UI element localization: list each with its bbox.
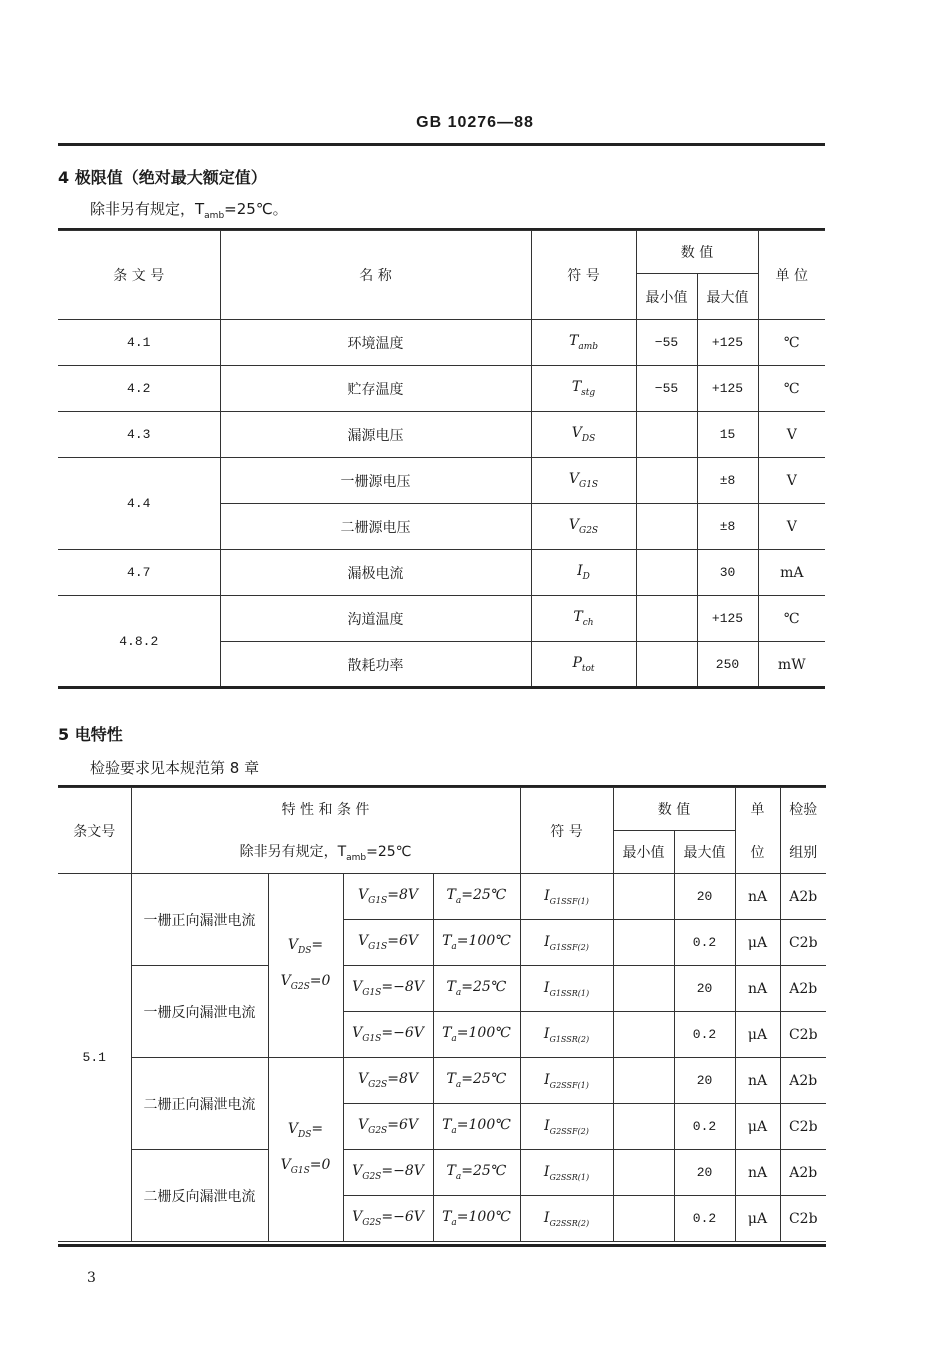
unit-cell: ℃ [758, 366, 825, 412]
symbol-cell: $V_{G1S}$ [531, 458, 636, 504]
temperature-cell: $T_a=100℃$ [433, 920, 520, 966]
header-group-bottom: 组别 [780, 831, 826, 874]
symbol-cell: $I_D$ [531, 550, 636, 596]
group-cell: C2b [780, 1104, 826, 1150]
table-row [58, 874, 826, 920]
table-row [58, 1150, 826, 1196]
voltage-cell: $V_{G2S}=6V$ [343, 1104, 433, 1150]
unit-cell: μA [735, 1196, 780, 1242]
clause-cell: 4.7 [58, 550, 220, 596]
max-cell: 0.2 [674, 1196, 735, 1242]
max-cell: 20 [674, 966, 735, 1012]
min-cell [613, 1012, 674, 1058]
header-characteristics: 特 性 和 条 件 [131, 788, 520, 831]
unit-cell: ℃ [758, 596, 825, 642]
characteristic-name: 一栅反向漏泄电流 [131, 966, 268, 1058]
name-cell: 一栅源电压 [220, 458, 531, 504]
max-cell: 250 [697, 642, 758, 688]
header-min: 最小值 [613, 831, 674, 874]
section-4-note [90, 198, 288, 221]
header-unit-bottom: 位 [735, 831, 780, 874]
min-cell [636, 596, 697, 642]
electrical-characteristics-table [58, 787, 826, 1242]
symbol-cell: $T_{amb}$ [531, 320, 636, 366]
clause-cell: 5.1 [58, 874, 131, 1242]
header-rule [58, 143, 825, 146]
symbol-cell: $V_{G2S}$ [531, 504, 636, 550]
section-4-title: 4 极限值（绝对最大额定值） [58, 168, 267, 187]
min-cell: −55 [636, 320, 697, 366]
name-cell: 贮存温度 [220, 366, 531, 412]
table-row [58, 596, 825, 642]
voltage-cell: $V_{G1S}=-8V$ [343, 966, 433, 1012]
min-cell [613, 874, 674, 920]
unit-cell: nA [735, 1058, 780, 1104]
header-min: 最小值 [636, 274, 697, 320]
name-cell: 漏极电流 [220, 550, 531, 596]
min-cell [613, 966, 674, 1012]
max-cell: +125 [697, 366, 758, 412]
header-values: 数 值 [636, 231, 758, 274]
max-cell: +125 [697, 320, 758, 366]
table-row [58, 966, 826, 1012]
max-cell: 20 [674, 1058, 735, 1104]
max-cell: 20 [674, 874, 735, 920]
voltage-cell: $V_{G1S}=-6V$ [343, 1012, 433, 1058]
table-row [58, 458, 825, 504]
symbol-cell: $I_{G1SSR(1)}$ [520, 966, 613, 1012]
max-cell: 15 [697, 412, 758, 458]
max-cell: 0.2 [674, 1104, 735, 1150]
header-symbol: 符 号 [531, 231, 636, 320]
group-cell: A2b [780, 874, 826, 920]
limits-table [58, 230, 825, 688]
section-4-note-text: 除非另有规定，T [90, 200, 205, 218]
min-cell [636, 412, 697, 458]
table-row [58, 412, 825, 458]
characteristic-name: 一栅正向漏泄电流 [131, 874, 268, 966]
header-clause: 条 文 号 [58, 231, 220, 320]
unit-cell: V [758, 504, 825, 550]
unit-cell: μA [735, 920, 780, 966]
min-cell [613, 920, 674, 966]
temperature-cell: $T_a=100℃$ [433, 1196, 520, 1242]
header-unit: 单 位 [758, 231, 825, 320]
group-cell: C2b [780, 1196, 826, 1242]
min-cell [613, 1058, 674, 1104]
clause-cell: 4.4 [58, 458, 220, 550]
table-row [58, 320, 825, 366]
symbol-cell: $I_{G2SSR(2)}$ [520, 1196, 613, 1242]
unit-cell: mA [758, 550, 825, 596]
symbol-cell: $T_{ch}$ [531, 596, 636, 642]
temperature-cell: $T_a=25℃$ [433, 1058, 520, 1104]
min-cell [613, 1196, 674, 1242]
voltage-cell: $V_{G2S}=-8V$ [343, 1150, 433, 1196]
header-clause: 条文号 [58, 788, 131, 874]
table-row [58, 366, 825, 412]
temperature-cell: $T_a=25℃$ [433, 874, 520, 920]
table-4-bottom-rule [58, 686, 825, 689]
name-cell: 二栅源电压 [220, 504, 531, 550]
temperature-cell: $T_a=25℃$ [433, 1150, 520, 1196]
group-cell: C2b [780, 920, 826, 966]
max-cell: 0.2 [674, 1012, 735, 1058]
symbol-cell: $I_{G2SSR(1)}$ [520, 1150, 613, 1196]
voltage-cell: $V_{G2S}=8V$ [343, 1058, 433, 1104]
document-code: GB 10276—88 [416, 114, 534, 131]
characteristic-name: 二栅正向漏泄电流 [131, 1058, 268, 1150]
max-cell: ±8 [697, 458, 758, 504]
temperature-cell: $T_a=100℃$ [433, 1104, 520, 1150]
symbol-cell: $I_{G2SSF(2)}$ [520, 1104, 613, 1150]
table-row [58, 1058, 826, 1104]
temperature-cell: $T_a=25℃$ [433, 966, 520, 1012]
header-name: 名 称 [220, 231, 531, 320]
clause-cell: 4.1 [58, 320, 220, 366]
clause-cell: 4.3 [58, 412, 220, 458]
header-unit-top: 单 [735, 788, 780, 831]
symbol-cell: $P_{tot}$ [531, 642, 636, 688]
max-cell: 30 [697, 550, 758, 596]
unit-cell: μA [735, 1012, 780, 1058]
min-cell: −55 [636, 366, 697, 412]
name-cell: 漏源电压 [220, 412, 531, 458]
symbol-cell: $I_{G1SSR(2)}$ [520, 1012, 613, 1058]
max-cell: 0.2 [674, 920, 735, 966]
symbol-cell: $I_{G1SSF(1)}$ [520, 874, 613, 920]
min-cell [636, 642, 697, 688]
name-cell: 沟道温度 [220, 596, 531, 642]
min-cell [636, 504, 697, 550]
unit-cell: mW [758, 642, 825, 688]
unit-cell: V [758, 412, 825, 458]
symbol-cell: $I_{G1SSF(2)}$ [520, 920, 613, 966]
min-cell [613, 1104, 674, 1150]
clause-cell: 4.2 [58, 366, 220, 412]
group-cell: A2b [780, 1058, 826, 1104]
min-cell [636, 458, 697, 504]
header-symbol: 符 号 [520, 788, 613, 874]
section-5-note: 检验要求见本规范第 8 章 [90, 759, 260, 777]
header-values: 数 值 [613, 788, 735, 831]
group-cell: A2b [780, 966, 826, 1012]
section-4-note-tail: =25℃。 [224, 200, 288, 218]
condition-cell: $V_{DS}=$ $V_{G2S}=0$ [268, 874, 343, 1058]
unit-cell: ℃ [758, 320, 825, 366]
clause-cell: 4.8.2 [58, 596, 220, 688]
voltage-cell: $V_{G2S}=-6V$ [343, 1196, 433, 1242]
symbol-cell: $V_{DS}$ [531, 412, 636, 458]
max-cell: ±8 [697, 504, 758, 550]
table-5-bottom-rule [58, 1244, 826, 1247]
table-row [58, 550, 825, 596]
unit-cell: nA [735, 1150, 780, 1196]
min-cell [613, 1150, 674, 1196]
header-max: 最大值 [697, 274, 758, 320]
max-cell: +125 [697, 596, 758, 642]
group-cell: C2b [780, 1012, 826, 1058]
header-max: 最大值 [674, 831, 735, 874]
unit-cell: V [758, 458, 825, 504]
section-4-note-sub: amb [204, 211, 225, 221]
unit-cell: μA [735, 1104, 780, 1150]
max-cell: 20 [674, 1150, 735, 1196]
header-conditions-note: 除非另有规定，$T_{amb}=25℃$ [131, 831, 520, 874]
characteristic-name: 二栅反向漏泄电流 [131, 1150, 268, 1242]
condition-cell: $V_{DS}=$ $V_{G1S}=0$ [268, 1058, 343, 1242]
unit-cell: nA [735, 966, 780, 1012]
header-group-top: 检验 [780, 788, 826, 831]
symbol-cell: $T_{stg}$ [531, 366, 636, 412]
group-cell: A2b [780, 1150, 826, 1196]
unit-cell: nA [735, 874, 780, 920]
voltage-cell: $V_{G1S}=6V$ [343, 920, 433, 966]
name-cell: 散耗功率 [220, 642, 531, 688]
symbol-cell: $I_{G2SSF(1)}$ [520, 1058, 613, 1104]
temperature-cell: $T_a=100℃$ [433, 1012, 520, 1058]
voltage-cell: $V_{G1S}=8V$ [343, 874, 433, 920]
name-cell: 环境温度 [220, 320, 531, 366]
page-number: 3 [87, 1270, 96, 1286]
section-5-title: 5 电特性 [58, 725, 123, 744]
min-cell [636, 550, 697, 596]
